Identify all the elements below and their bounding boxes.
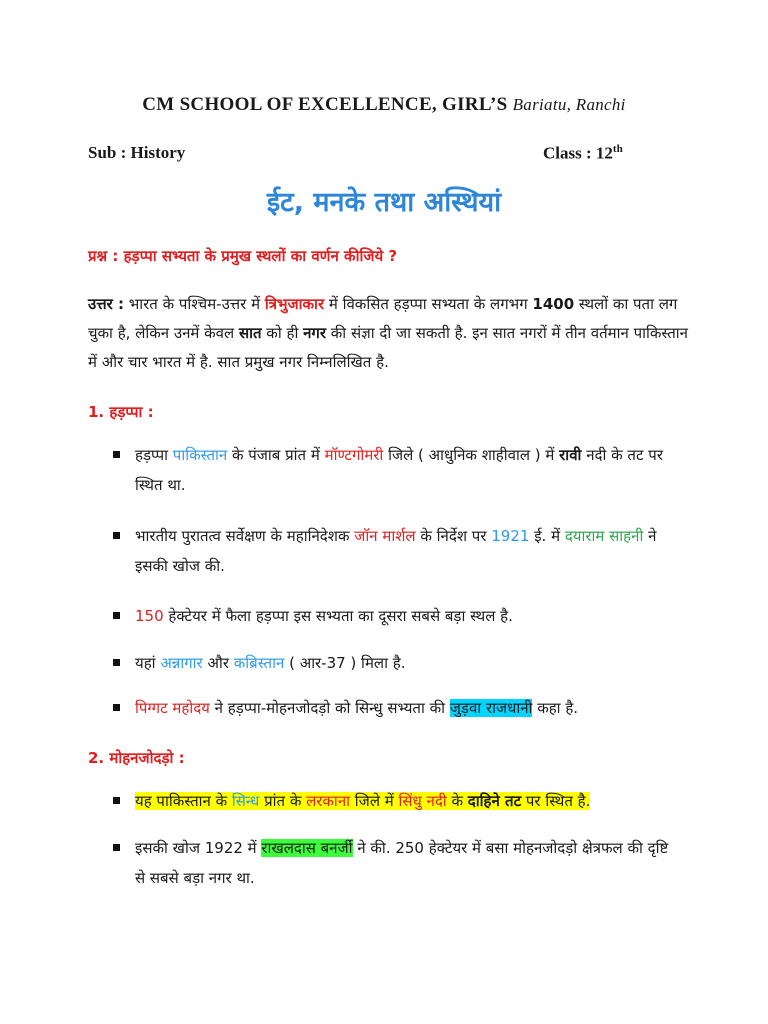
keyword: पाकिस्तान — [172, 446, 228, 464]
list-item-text — [113, 833, 673, 893]
text-run: ने इसकी खोज की. — [135, 527, 657, 575]
text-run: यह पाकिस्तान के — [135, 792, 232, 810]
list-item-text — [113, 440, 673, 500]
text-run: ने की. 250 हेक्टेयर में बसा मोहनजोदड़ो क्षेत्रफल की दृष्टि से सबसे बड़ा नगर था. — [135, 839, 669, 887]
text-run: ( आर-37 ) मिला है. — [284, 654, 406, 672]
answer-keyword: 1400 — [532, 295, 575, 313]
keyword: रावी — [559, 446, 582, 464]
keyword: दयाराम साहनी — [564, 527, 644, 545]
list-item-text — [113, 786, 673, 816]
school-name: CM SCHOOL OF EXCELLENCE, GIRL’S — [142, 94, 508, 115]
bullet-icon — [113, 612, 120, 619]
list-item — [113, 648, 673, 678]
bullet-icon — [113, 532, 120, 539]
answer-label: उत्तर : — [88, 295, 124, 313]
subject-label: Sub : History — [88, 143, 186, 162]
text-run: जिले ( आधुनिक शाहीवाल ) में — [383, 446, 560, 464]
answer-text: में विकसित हड़प्पा सभ्यता के लगभग — [324, 295, 533, 313]
keyword: कब्रिस्तान — [233, 654, 285, 672]
class-label — [543, 143, 623, 164]
list-item-text — [113, 648, 673, 678]
keyword: 1921 — [491, 527, 530, 545]
text-run: ई. में — [529, 527, 565, 545]
list-item-text — [113, 521, 673, 581]
text-run: के निर्देश पर — [415, 527, 492, 545]
text-run: हेक्टेयर में फैला हड़प्पा इस सभ्यता का दूसरा सबसे बड़ा स्थल है. — [163, 607, 513, 625]
text-run: प्रांत के — [259, 792, 307, 810]
keyword: अन्नागार — [160, 654, 203, 672]
page-title: ईट, मनके तथा अस्थियां — [266, 187, 502, 218]
keyword: दाहिने तट — [467, 792, 522, 810]
list-item-text — [113, 693, 673, 723]
answer-text: की संज्ञा दी जा सकती है. इन सात नगरों में तीन वर्तमान पाकिस्तान में और चार भारत में है. सात प्रमुख नगर निम्नलिखित है. — [88, 324, 688, 371]
section-heading-mohenjodaro: 2. मोहनजोदड़ो : — [88, 749, 185, 767]
answer-keyword: त्रिभुजाकार — [264, 295, 325, 313]
text-run: ने हड़प्पा-मोहनजोदड़ो को सिन्धु सभ्यता की — [209, 699, 450, 717]
keyword: 150 — [135, 607, 164, 625]
answer-paragraph — [88, 290, 688, 377]
question-text: प्रश्न : हड़प्पा सभ्यता के प्रमुख स्थलों का वर्णन कीजिये ? — [88, 247, 398, 265]
answer-keyword: नगर — [303, 324, 326, 342]
text-run: भारतीय पुरातत्व सर्वेक्षण के महानिदेशक — [135, 527, 355, 545]
school-header — [0, 94, 768, 116]
text-run: के पंजाब प्रांत में — [227, 446, 325, 464]
bullet-icon — [113, 797, 120, 804]
answer-text: भारत के पश्चिम-उत्तर में — [123, 295, 265, 313]
answer-text: को ही — [261, 324, 304, 342]
class-text: Class : 12 — [543, 143, 613, 163]
highlighted-keyword: जुड़वा राजधानी — [449, 699, 533, 717]
highlighted-sentence — [135, 792, 590, 810]
answer-keyword: सात — [238, 324, 262, 342]
text-run: और — [202, 654, 234, 672]
keyword: जॉन मार्शल — [354, 527, 416, 545]
bullet-icon — [113, 451, 120, 458]
list-item — [113, 693, 673, 723]
highlighted-keyword: राखलदास बनर्जी — [261, 839, 353, 857]
text-run: नदी के तट पर स्थित था. — [135, 446, 663, 494]
text-run: इसकी खोज 1922 में — [135, 839, 262, 857]
list-item — [113, 786, 673, 816]
text-run: जिले में — [350, 792, 399, 810]
keyword: सिंधु नदी — [398, 792, 447, 810]
text-run: हड़प्पा — [135, 446, 173, 464]
text-run: के — [446, 792, 468, 810]
class-superscript: th — [612, 143, 623, 155]
keyword: पिग्गट महोदय — [135, 699, 210, 717]
list-item — [113, 833, 673, 893]
answer-text: स्थलों का पता लग चुका है, लेकिन उनमें केवल — [88, 295, 678, 342]
school-location: Bariatu, Ranchi — [512, 95, 626, 114]
list-item — [113, 440, 673, 500]
text-run: पर स्थित है. — [521, 792, 591, 810]
list-item — [113, 601, 673, 631]
bullet-icon — [113, 659, 120, 666]
keyword: सिन्ध — [231, 792, 260, 810]
keyword: लरकाना — [306, 792, 351, 810]
list-item-text — [113, 601, 673, 631]
text-run: कहा है. — [532, 699, 579, 717]
section-heading-harappa: 1. हड़प्पा : — [88, 403, 154, 421]
list-item — [113, 521, 673, 581]
text-run: यहां — [135, 654, 161, 672]
bullet-icon — [113, 844, 120, 851]
keyword: मॉण्टगोमरी — [324, 446, 384, 464]
bullet-icon — [113, 704, 120, 711]
